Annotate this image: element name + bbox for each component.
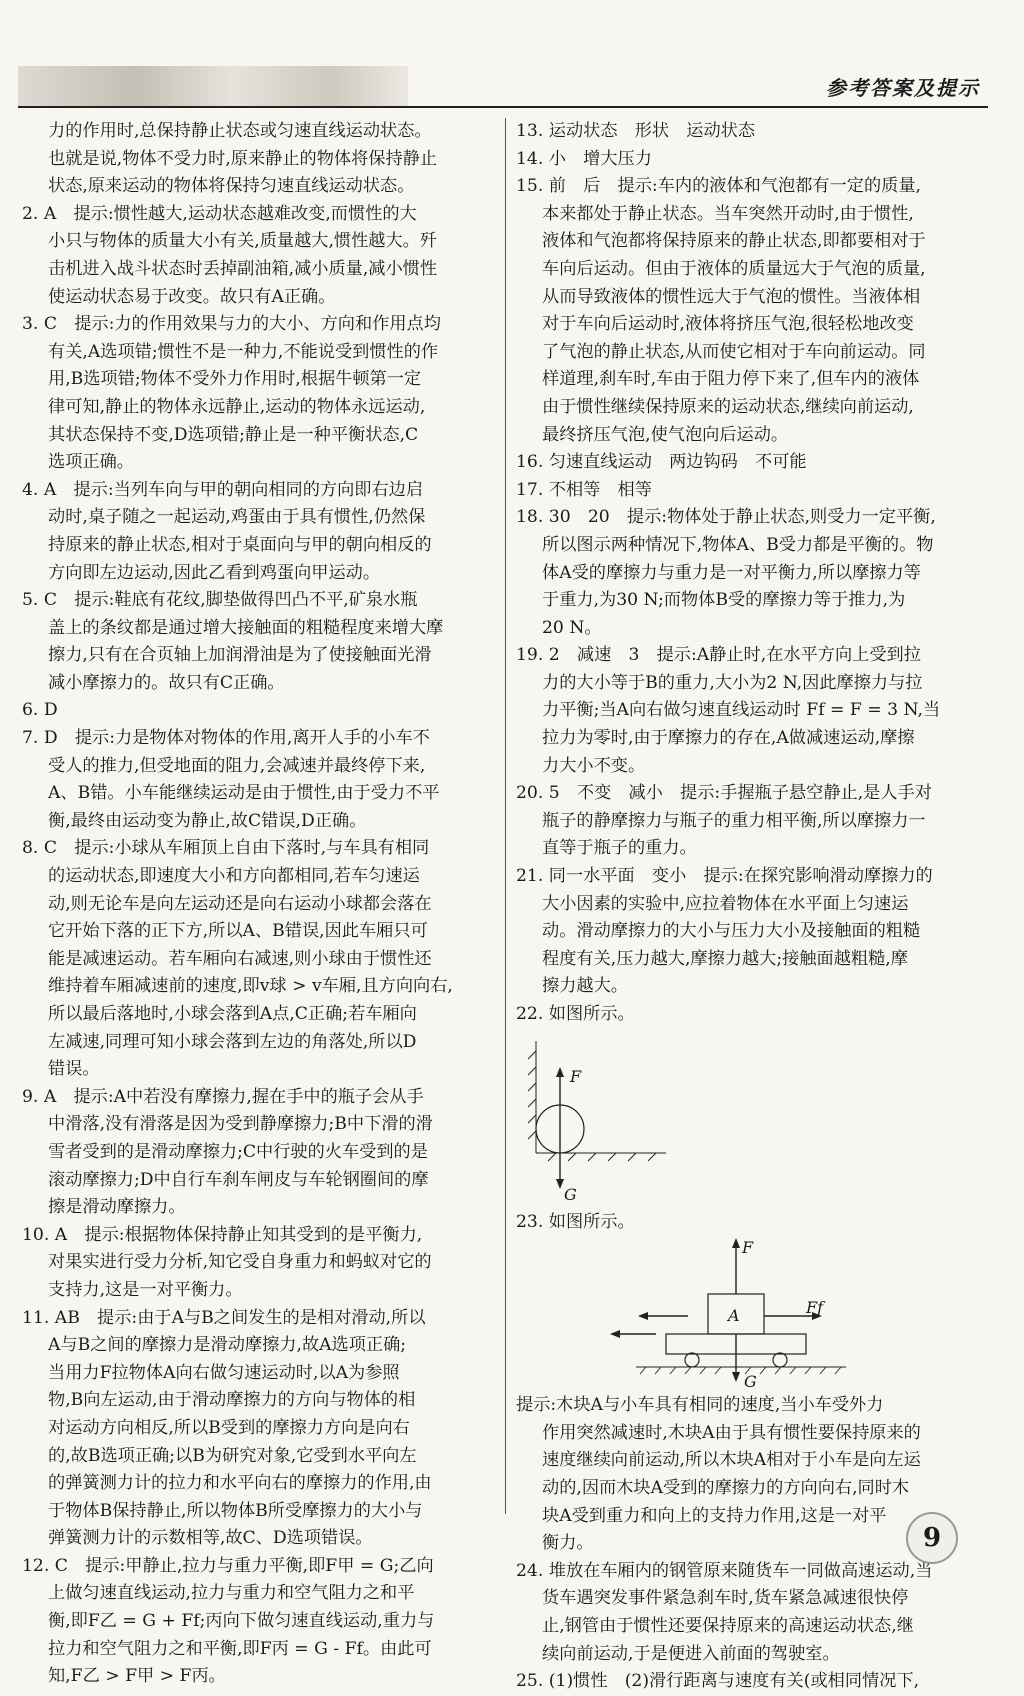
text-line: 20. 5 不变 减小 提示:手握瓶子悬空静止,是人手对: [516, 783, 932, 804]
text-line: 本来都处于静止状态。当车突然开动时,由于惯性,: [542, 203, 914, 224]
text-line: 瓶子的静摩擦力与瓶子的重力相平衡,所以摩擦力一: [542, 810, 926, 831]
text-line: 选项正确。: [48, 452, 134, 473]
figure-23: [516, 1236, 988, 1392]
text-line: 雪者受到的是滑动摩擦力;C中行驶的火车受到的是: [48, 1141, 428, 1162]
text-line: 程度有关,压力越大,摩擦力越大;接触面越粗糙,摩: [542, 948, 908, 969]
text-line: 直等于瓶子的重力。: [542, 838, 697, 859]
figure-22-f-label: F: [570, 1066, 582, 1086]
text-line: 受人的推力,但受地面的阻力,会减速并最终停下来,: [48, 755, 426, 776]
text-line: 11. AB 提示:由于A与B之间发生的是相对滑动,所以: [22, 1307, 426, 1328]
text-line: 盖上的条纹都是通过增大接触面的粗糙程度来增大摩: [48, 617, 444, 638]
text-line: 力的作用时,总保持静止状态或匀速直线运动状态。: [48, 121, 432, 141]
text-line: 力平衡;当A向右做匀速直线运动时 Ff = F = 3 N,当: [542, 700, 941, 721]
text-line: 2. A 提示:惯性越大,运动状态越难改变,而惯性的大: [22, 203, 417, 224]
column-divider: [505, 118, 506, 1514]
text-line: 25. (1)惯性 (2)滑行距离与速度有关(或相同情况下,: [516, 1671, 920, 1692]
text-line: 力的大小等于B的重力,大小为2 N,因此摩擦力与拉: [542, 672, 923, 693]
text-line: 由于惯性继续保持原来的运动状态,继续向前运动,: [542, 396, 914, 417]
text-line: 衡,最终由运动变为静止,故C错误,D正确。: [48, 810, 367, 831]
text-line: 样道理,刹车时,车由于阻力停下来了,但车内的液体: [542, 369, 920, 390]
text-line: 错误。: [48, 1059, 100, 1080]
text-line: 大小因素的实验中,应拉着物体在水平面上匀速运: [542, 893, 909, 914]
text-line: 16. 匀速直线运动 两边钩码 不可能: [516, 452, 807, 473]
text-line: 7. D 提示:力是物体对物体的作用,离开人手的小车不: [22, 728, 430, 749]
text-line: 击机进入战斗状态时丢掉副油箱,减小质量,减小惯性: [48, 258, 438, 279]
text-line: 提示:木块A与小车具有相同的速度,当小车受外力: [516, 1395, 884, 1416]
text-line: 19. 2 减速 3 提示:A静止时,在水平方向上受到拉: [516, 645, 921, 666]
text-line: 也就是说,物体不受力时,原来静止的物体将保持静止: [48, 148, 438, 169]
text-line: 的运动状态,即速度大小和方向都相同,若车匀速运: [48, 866, 420, 887]
text-line: 擦力越大。: [542, 976, 628, 997]
right-column: [516, 118, 988, 1696]
text-line: 衡力。: [542, 1533, 594, 1554]
text-line: 拉力和空气阻力之和平衡,即F丙 = G - Ff。由此可: [48, 1638, 432, 1659]
figure-23-block-label: A: [728, 1306, 740, 1326]
text-line: 13. 运动状态 形状 运动状态: [516, 121, 756, 141]
text-line: 8. C 提示:小球从车厢顶上自由下落时,与车具有相同: [22, 838, 430, 859]
text-line: 货车遇突发事件紧急刹车时,货车紧急减速很快停: [542, 1588, 909, 1609]
text-line: 对于车向后运动时,液体将挤压气泡,很轻松地改变: [542, 314, 914, 335]
figure-23-f-label: F: [742, 1238, 754, 1258]
text-line: 4. A 提示:当列车向与甲的朝向相同的方向即右边启: [22, 479, 424, 500]
text-line: 了气泡的静止状态,从而使它相对于车向前运动。同: [542, 341, 926, 362]
text-line: 使运动状态易于改变。故只有A正确。: [48, 286, 336, 307]
text-line: 20 N。: [542, 617, 602, 638]
text-line: 中滑落,没有滑落是因为受到静摩擦力;B中下滑的滑: [48, 1114, 433, 1135]
text-line: A、B错。小车能继续运动是由于惯性,由于受力不平: [48, 783, 440, 804]
text-line: 动,则无论车是向左运动还是向右运动小球都会落在: [48, 893, 432, 914]
text-line: 18. 30 20 提示:物体处于静止状态,则受力一定平衡,: [516, 507, 936, 528]
text-line: 衡,即F乙 = G + Ff;丙向下做匀速直线运动,重力与: [48, 1611, 435, 1632]
text-line: 动时,桌子随之一起运动,鸡蛋由于具有惯性,仍然保: [48, 507, 426, 528]
text-line: 的,故B选项正确;以B为研究对象,它受到水平向左: [48, 1445, 417, 1466]
text-line: 17. 不相等 相等: [516, 479, 652, 500]
text-line: 它开始下落的正下方,所以A、B错误,因此车厢只可: [48, 921, 428, 942]
text-line: 滚动摩擦力;D中自行车刹车闸皮与车轮钢圈间的摩: [48, 1169, 429, 1190]
text-line: 15. 前 后 提示:车内的液体和气泡都有一定的质量,: [516, 176, 921, 197]
text-line: 维持着车厢减速前的速度,即v球 > v车厢,且方向向右,: [48, 976, 453, 997]
text-line: 于重力,为30 N;而物体B受的摩擦力等于推力,为: [542, 590, 906, 611]
text-line: 速度继续向前运动,所以木块A相对于小车是向左运: [542, 1450, 921, 1471]
answer-23-intro: [516, 1209, 988, 1237]
text-line: 21. 同一水平面 变小 提示:在探究影响滑动摩擦力的: [516, 866, 933, 887]
left-column: [22, 118, 496, 1691]
text-line: 14. 小 增大压力: [516, 148, 652, 169]
text-line: 体A受的摩擦力与重力是一对平衡力,所以摩擦力等: [542, 562, 921, 583]
text-line: 车向后运动。但由于液体的质量远大于气泡的质量,: [542, 258, 926, 279]
text-line: 减小摩擦力的。故只有C正确。: [48, 672, 285, 693]
header-decoration: [18, 66, 408, 106]
text-line: 5. C 提示:鞋底有花纹,脚垫做得凹凸不平,矿泉水瓶: [22, 590, 418, 611]
text-line: 持原来的静止状态,相对于桌面向与甲的朝向相反的: [48, 534, 432, 555]
text-line: 状态,原来运动的物体将保持匀速直线运动状态。: [48, 176, 415, 197]
text-line: 10. A 提示:根据物体保持静止知其受到的是平衡力,: [22, 1224, 423, 1245]
text-line: 动的,因而木块A受到的摩擦力的方向向右,同时木: [542, 1477, 910, 1498]
text-line: 对果实进行受力分析,知它受自身重力和蚂蚁对它的: [48, 1252, 432, 1273]
text-line: 于物体B保持静止,所以物体B所受摩擦力的大小与: [48, 1500, 423, 1521]
text-line: 所以最后落地时,小球会落到A点,C正确;若车厢向: [48, 1004, 417, 1024]
text-line: 从而导致液体的惯性远大于气泡的惯性。当液体相: [542, 286, 921, 307]
text-line: 的弹簧测力计的拉力和水平向右的摩擦力的作用,由: [48, 1473, 432, 1494]
text-line: 24. 堆放在车厢内的钢管原来随货车一同做高速运动,当: [516, 1560, 933, 1581]
text-line: 有关,A选项错;惯性不是一种力,不能说受到惯性的作: [48, 341, 439, 362]
text-line: 12. C 提示:甲静止,拉力与重力平衡,即F甲 = G;乙向: [22, 1555, 434, 1576]
page-header-title: 参考答案及提示: [826, 76, 980, 100]
text-line: 作用突然减速时,木块A由于具有惯性要保持原来的: [542, 1422, 921, 1443]
text-line: 块A受到重力和向上的支持力作用,这是一对平: [542, 1505, 887, 1526]
text-line: 用,B选项错;物体不受外力作用时,根据牛顿第一定: [48, 369, 422, 390]
text-line: 弹簧测力计的示数相等,故C、D选项错误。: [48, 1528, 373, 1549]
text-line: 22. 如图所示。: [516, 1004, 635, 1024]
text-line: 方向即左边运动,因此乙看到鸡蛋向甲运动。: [48, 562, 381, 583]
figure-23-g-label: G: [744, 1372, 757, 1392]
text-line: 上做匀速直线运动,拉力与重力和空气阻力之和平: [48, 1583, 415, 1604]
text-line: 知,F乙 > F甲 > F丙。: [48, 1666, 226, 1687]
figure-23-ff-label: Ff: [806, 1298, 824, 1318]
text-line: 对运动方向相反,所以B受到的摩擦力方向是向右: [48, 1417, 410, 1438]
text-line: 止,钢管由于惯性还要保持原来的高速运动状态,继: [542, 1615, 914, 1636]
text-line: 能是减速运动。若车厢向右减速,则小球由于惯性还: [48, 948, 432, 969]
text-line: 所以图示两种情况下,物体A、B受力都是平衡的。物: [542, 534, 934, 555]
figure-22-g-label: G: [564, 1184, 577, 1204]
text-line: 力大小不变。: [542, 755, 646, 776]
text-line: 6. D: [22, 700, 58, 721]
page-number: 9: [906, 1512, 958, 1564]
text-line: 小只与物体的质量大小有关,质量越大,惯性越大。歼: [48, 231, 438, 252]
answers-13-22: [516, 118, 988, 1029]
text-line: 物,B向左运动,由于滑动摩擦力的方向与物体的相: [48, 1390, 416, 1411]
text-line: 拉力为零时,由于摩擦力的存在,A做减速运动,摩擦: [542, 728, 915, 749]
text-line: 擦力,只有在合页轴上加润滑油是为了使接触面光滑: [48, 645, 432, 666]
text-line: A与B之间的摩擦力是滑动摩擦力,故A选项正确;: [48, 1335, 407, 1356]
text-line: 液体和气泡都将保持原来的静止状态,即都要相对于: [542, 231, 926, 252]
text-line: 支持力,这是一对平衡力。: [48, 1279, 243, 1300]
text-line: 左减速,同理可知小球会落到左边的角落处,所以D: [48, 1031, 417, 1052]
text-line: 续向前运动,于是便进入前面的驾驶室。: [542, 1643, 840, 1664]
figure-22: [516, 1033, 988, 1203]
text-line: 其状态保持不变,D选项错;静止是一种平衡状态,C: [48, 424, 419, 445]
text-line: 9. A 提示:A中若没有摩擦力,握在手中的瓶子会从手: [22, 1086, 424, 1107]
text-line: 动。滑动摩擦力的大小与压力大小及接触面的粗糙: [542, 921, 921, 942]
text-line: 最终挤压气泡,使气泡向后运动。: [542, 424, 789, 445]
text-line: 当用力F拉物体A向右做匀速运动时,以A为参照: [48, 1362, 400, 1383]
text-line: 律可知,静止的物体永远静止,运动的物体永远运动,: [48, 396, 426, 417]
text-line: 23. 如图所示。: [516, 1211, 635, 1232]
text-line: 3. C 提示:力的作用效果与力的大小、方向和作用点均: [22, 314, 441, 335]
header-rule: [18, 106, 988, 108]
text-line: 擦是滑动摩擦力。: [48, 1197, 186, 1218]
figure-22-diagram: [516, 1033, 716, 1203]
